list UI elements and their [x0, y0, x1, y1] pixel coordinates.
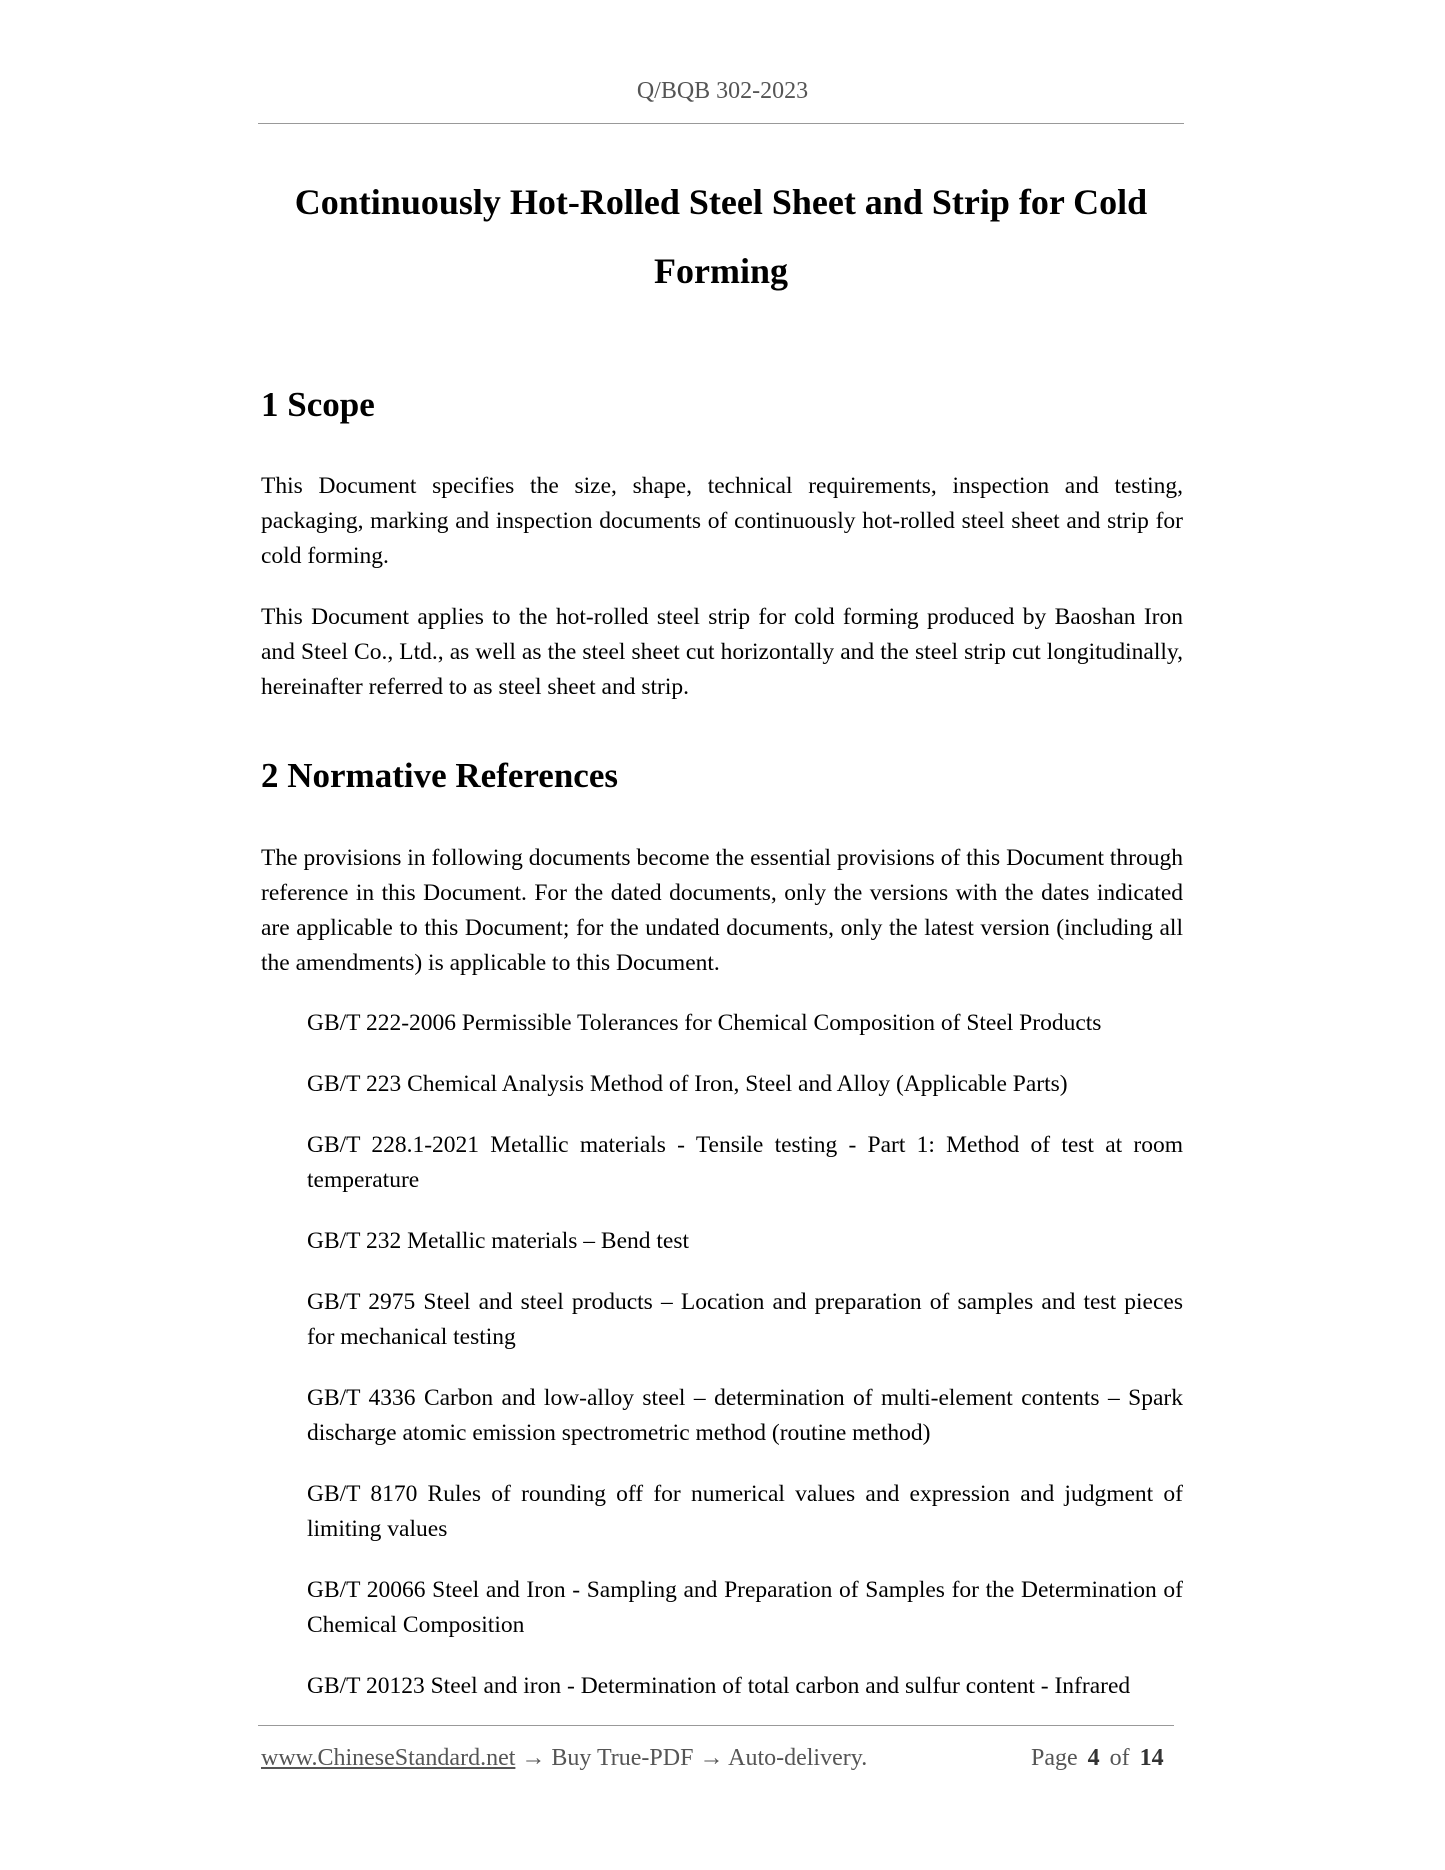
footer-promo	[261, 1745, 867, 1772]
reference-item: GB/T 4336 Carbon and low-alloy steel – determination of multi-element contents – Spark discharge atomic emission spectrometric method (routine method)	[307, 1385, 1183, 1446]
reference-item: GB/T 228.1-2021 Metallic materials - Tensile testing - Part 1: Method of test at room temperature	[307, 1132, 1183, 1193]
header-divider	[258, 123, 1184, 124]
reference-item: GB/T 20066 Steel and Iron - Sampling and Preparation of Samples for the Determination of Chemical Composition	[307, 1577, 1183, 1638]
of-label: of	[1109, 1745, 1130, 1771]
title-line-1: Continuously Hot-Rolled Steel Sheet and Strip for Cold	[294, 182, 1148, 222]
references-intro-paragraph: The provisions in following documents become the essential provisions of this Document through reference in this Document. For the dated documents, only the versions with the dates indicated are applicable to this Document; for the undated documents, only the latest version (including all the amendments) is applicable to this Document.	[261, 845, 1183, 976]
section-heading-scope: 1 Scope	[261, 385, 375, 424]
page-counter	[1031, 1745, 1164, 1772]
reference-item: GB/T 20123 Steel and iron - Determination of total carbon and sulfur content - Infrared	[307, 1673, 1131, 1699]
scope-paragraph-1: This Document specifies the size, shape, technical requirements, inspection and testing, packaging, marking and inspection documents of continuously hot-rolled steel sheet and strip for cold forming.	[261, 473, 1183, 569]
page-label: Page	[1031, 1745, 1078, 1771]
scope-paragraph-2: This Document applies to the hot-rolled steel strip for cold forming produced by Baoshan Iron and Steel Co., Ltd., as well as the steel sheet cut horizontally and the steel strip cut longitudinally, hereinafter referred to as steel sheet and strip.	[261, 604, 1183, 700]
footer-tagline: → Buy True-PDF → Auto-delivery.	[521, 1745, 868, 1771]
reference-item: GB/T 232 Metallic materials – Bend test	[307, 1228, 690, 1254]
total-pages-number: 14	[1139, 1745, 1164, 1771]
title-line-2: Forming	[654, 251, 788, 291]
footer-divider	[258, 1725, 1174, 1726]
current-page-number: 4	[1087, 1745, 1100, 1771]
reference-item: GB/T 223 Chemical Analysis Method of Iron, Steel and Alloy (Applicable Parts)	[307, 1071, 1068, 1097]
document-code-header: Q/BQB 302-2023	[636, 78, 809, 104]
reference-item: GB/T 222-2006 Permissible Tolerances for Chemical Composition of Steel Products	[307, 1010, 1102, 1036]
document-title	[258, 168, 1184, 306]
reference-item: GB/T 8170 Rules of rounding off for numerical values and expression and judgment of limiting values	[307, 1481, 1183, 1542]
section-heading-normative-references: 2 Normative References	[261, 756, 618, 795]
chinese-standard-link[interactable]: www.ChineseStandard.net	[261, 1745, 516, 1771]
reference-item: GB/T 2975 Steel and steel products – Location and preparation of samples and test pieces for mechanical testing	[307, 1289, 1183, 1350]
